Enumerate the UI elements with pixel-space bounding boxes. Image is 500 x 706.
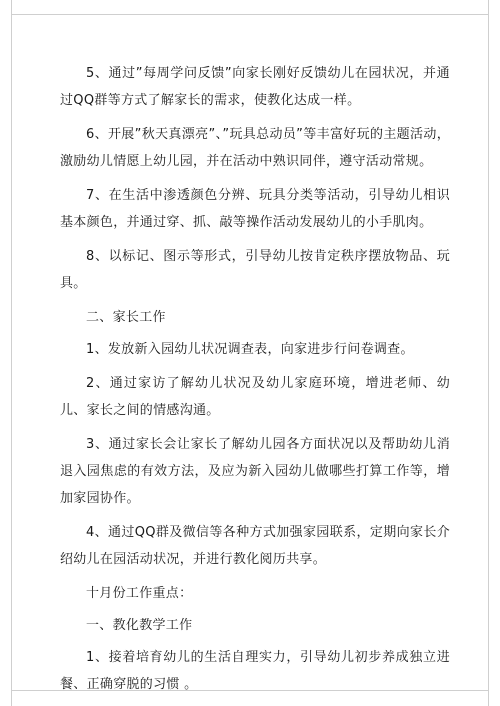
- document-body: [60, 60, 450, 705]
- paragraph-parent-1: 1、发放新入园幼儿状况调查表，向家进步行问卷调查。: [86, 342, 414, 357]
- paragraph-parent-2: 2、通过家访了解幼儿状况及幼儿家庭环境，增进老师、幼儿、家长之间的情感沟通。: [60, 376, 450, 418]
- paragraph-parent-3: 3、通过家长会让家长了解幼儿园各方面状况以及帮助幼儿消退入园焦虑的有效方法，及应为新入园幼儿做哪些打算工作等，增加家园协作。: [60, 437, 450, 506]
- paragraph-item-5: 5、通过”每周学问反馈”向家长刚好反馈幼儿在园状况，并通过QQ群等方式了解家长的需求，使教化达成一样。: [60, 66, 450, 108]
- paragraph-teaching-1: 1、接着培育幼儿的生活自理实力，引导幼儿初步养成独立进餐、正确穿脱的习惯 。: [60, 650, 450, 692]
- paragraph-parent-4: 4、通过QQ群及微信等各种方式加强家园联系，定期向家长介绍幼儿在园活动状况，并进行教化阅历共享。: [60, 525, 450, 567]
- page-border-left: [11, 0, 12, 706]
- section-heading-parent-work: 二、家长工作: [86, 310, 166, 325]
- page-border-top: [11, 14, 489, 15]
- section-heading-october-focus: 十月份工作重点：: [86, 586, 193, 601]
- section-heading-teaching-work: 一、教化教学工作: [86, 618, 193, 633]
- paragraph-item-7: 7、在生活中渗透颜色分辨、玩具分类等活动，引导幼儿相识基本颜色，并通过穿、抓、敲等操作活动发展幼儿的小手肌肉。: [60, 188, 450, 230]
- paragraph-item-8: 8、以标记、图示等形式，引导幼儿按肯定秩序摆放物品、玩具。: [60, 249, 450, 291]
- paragraph-item-6: 6、开展”秋天真漂亮”、”玩具总动员”等丰富好玩的主题活动，激励幼儿情愿上幼儿园，并在活动中熟识同伴，遵守活动常规。: [60, 127, 450, 169]
- page-border-right: [488, 0, 489, 706]
